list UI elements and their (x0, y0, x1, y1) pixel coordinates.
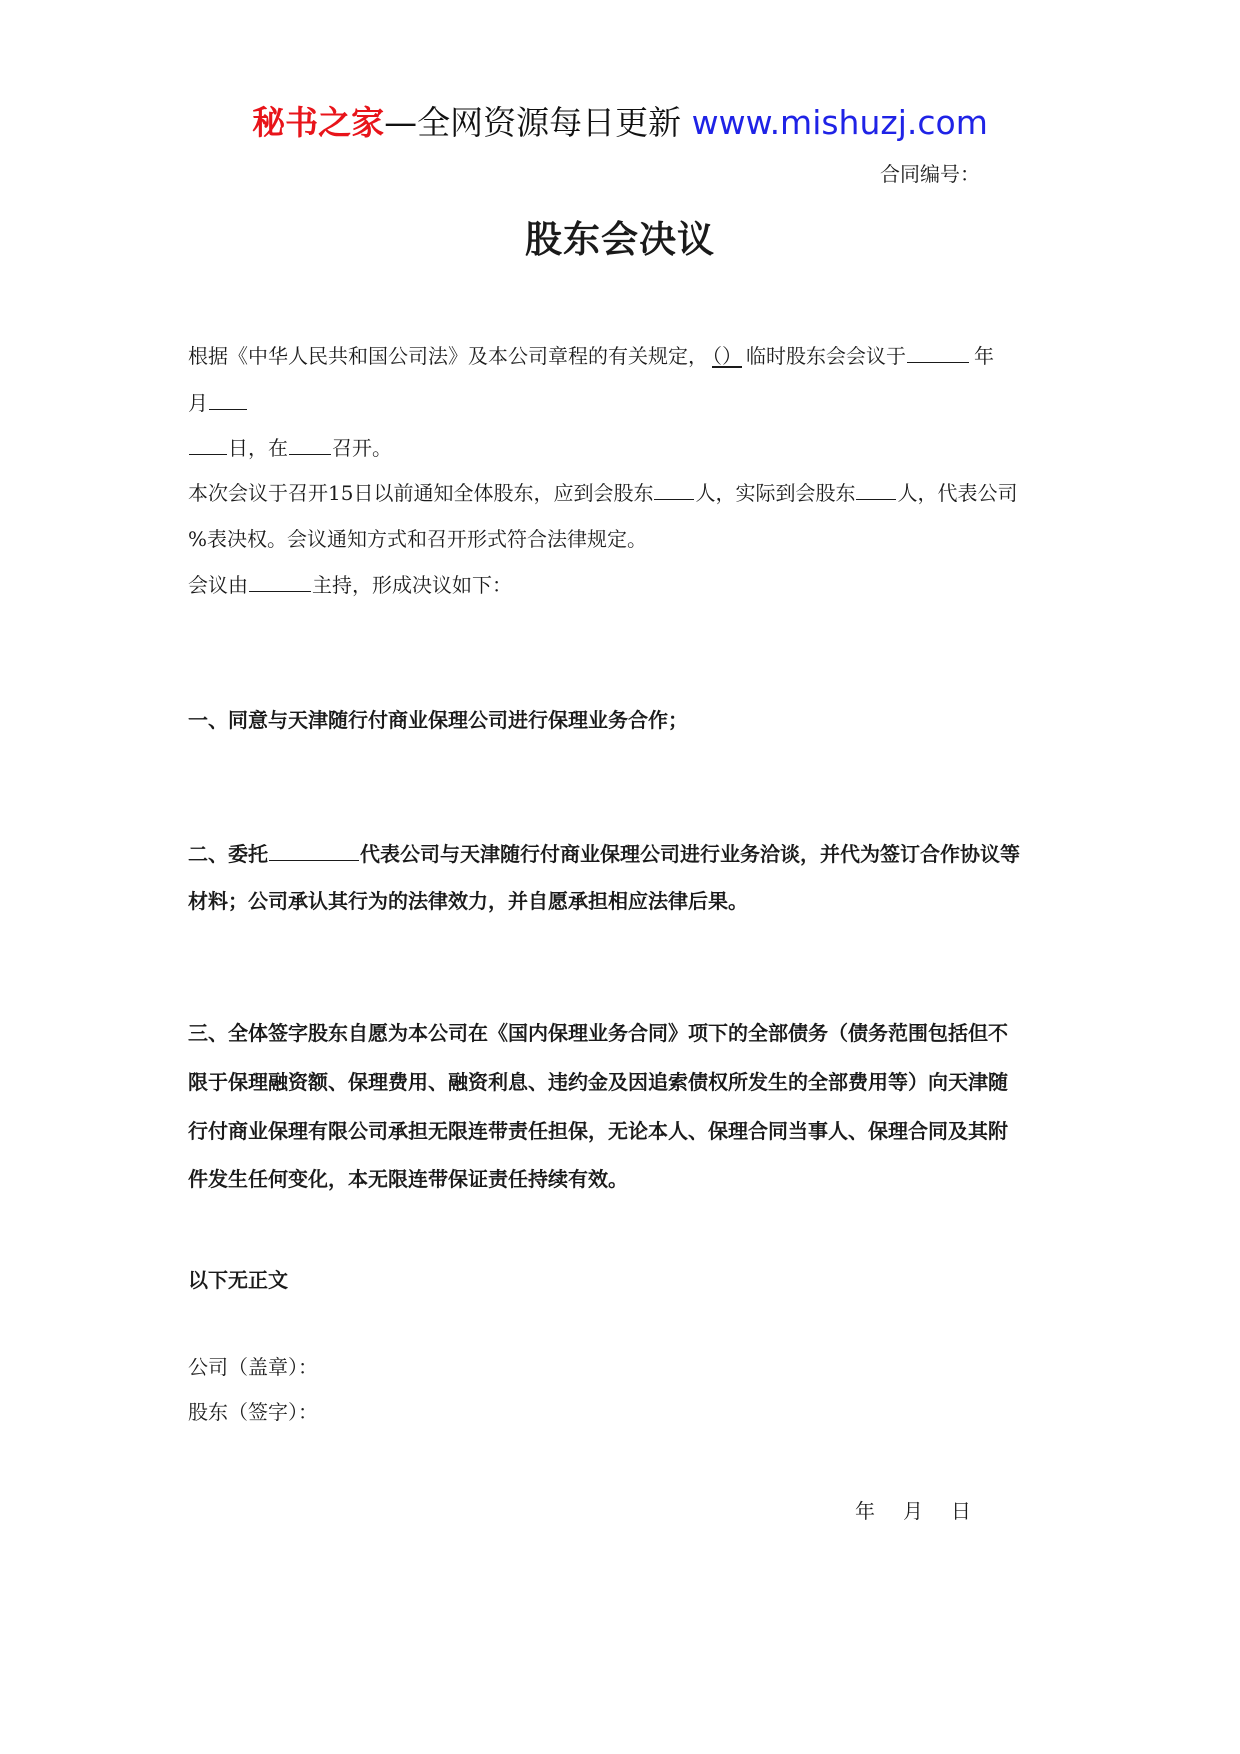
contract-number-label: 合同编号： (880, 162, 980, 186)
intro-line-4 (188, 477, 1017, 508)
intro-line-6 (188, 569, 512, 600)
intro-text: 会议由 (188, 573, 248, 597)
intro-text: 人，代表公司 (897, 481, 1018, 505)
resolution-3-line-1: 三、全体签字股东自愿为本公司在《国内保理业务合同》项下的全部债务（债务范围包括但不 (188, 1021, 1008, 1045)
meeting-type-blank[interactable]: （） (712, 344, 742, 368)
end-note: 以下无正文 (188, 1268, 288, 1292)
year-blank[interactable] (907, 340, 969, 363)
banner-slogan: —全网资源每日更新 (384, 103, 692, 142)
date-month-label: 月 (903, 1499, 923, 1523)
held-text: 召开。 (332, 436, 392, 460)
month-label: 月 (188, 391, 208, 415)
intro-text: 根据《中华人民共和国公司法》及本公司章程的有关规定， (188, 344, 708, 368)
date-year-label: 年 (855, 1499, 875, 1523)
intro-line-3 (188, 432, 392, 463)
year-label: 年 (974, 344, 994, 368)
host-blank[interactable] (249, 569, 311, 592)
actual-shareholders-blank[interactable] (856, 477, 896, 500)
document-title: 股东会决议 (525, 217, 715, 261)
resolution-text: 代表公司与天津随行付商业保理公司进行业务洽谈，并代为签订合作协议等 (360, 842, 1020, 866)
resolution-3-line-2: 限于保理融资额、保理费用、融资利息、违约金及因追索债权所发生的全部费用等）向天津随 (188, 1070, 1008, 1094)
site-banner (0, 100, 1240, 146)
intro-text: 本次会议于召开15日以前通知全体股东，应到会股东 (188, 481, 654, 505)
month-blank[interactable] (209, 387, 247, 410)
resolution-3-line-3: 行付商业保理有限公司承担无限连带责任担保，无论本人、保理合同当事人、保理合同及其附 (188, 1119, 1008, 1143)
date-line (855, 1496, 971, 1526)
date-day-label: 日 (951, 1499, 971, 1523)
intro-line-5: %表决权。会议通知方式和召开形式符合法律规定。 (188, 527, 648, 551)
day-blank[interactable] (189, 432, 227, 455)
resolution-2-line-1 (188, 838, 1020, 869)
banner-url[interactable]: www.mishuzj.com (691, 103, 988, 142)
intro-text: 临时股东会会议于 (746, 344, 906, 368)
shareholder-signature-label: 股东（签字）： (188, 1400, 318, 1424)
resolution-3-line-4: 件发生任何变化，本无限连带保证责任持续有效。 (188, 1167, 628, 1191)
resolution-text: 二、委托 (188, 842, 268, 866)
resolution-1: 一、同意与天津随行付商业保理公司进行保理业务合作； (188, 708, 688, 732)
intro-text: 主持，形成决议如下： (312, 573, 512, 597)
intro-line-2 (188, 387, 248, 418)
day-label: 日，在 (228, 436, 288, 460)
delegate-blank[interactable] (269, 838, 359, 861)
expected-shareholders-blank[interactable] (654, 477, 694, 500)
intro-line-1 (188, 340, 1058, 371)
location-blank[interactable] (289, 432, 331, 455)
resolution-2-line-2: 材料；公司承认其行为的法律效力，并自愿承担相应法律后果。 (188, 889, 748, 913)
intro-text: 人，实际到会股东 (695, 481, 856, 505)
banner-brand: 秘书之家 (252, 103, 385, 142)
company-seal-label: 公司（盖章）： (188, 1355, 318, 1379)
